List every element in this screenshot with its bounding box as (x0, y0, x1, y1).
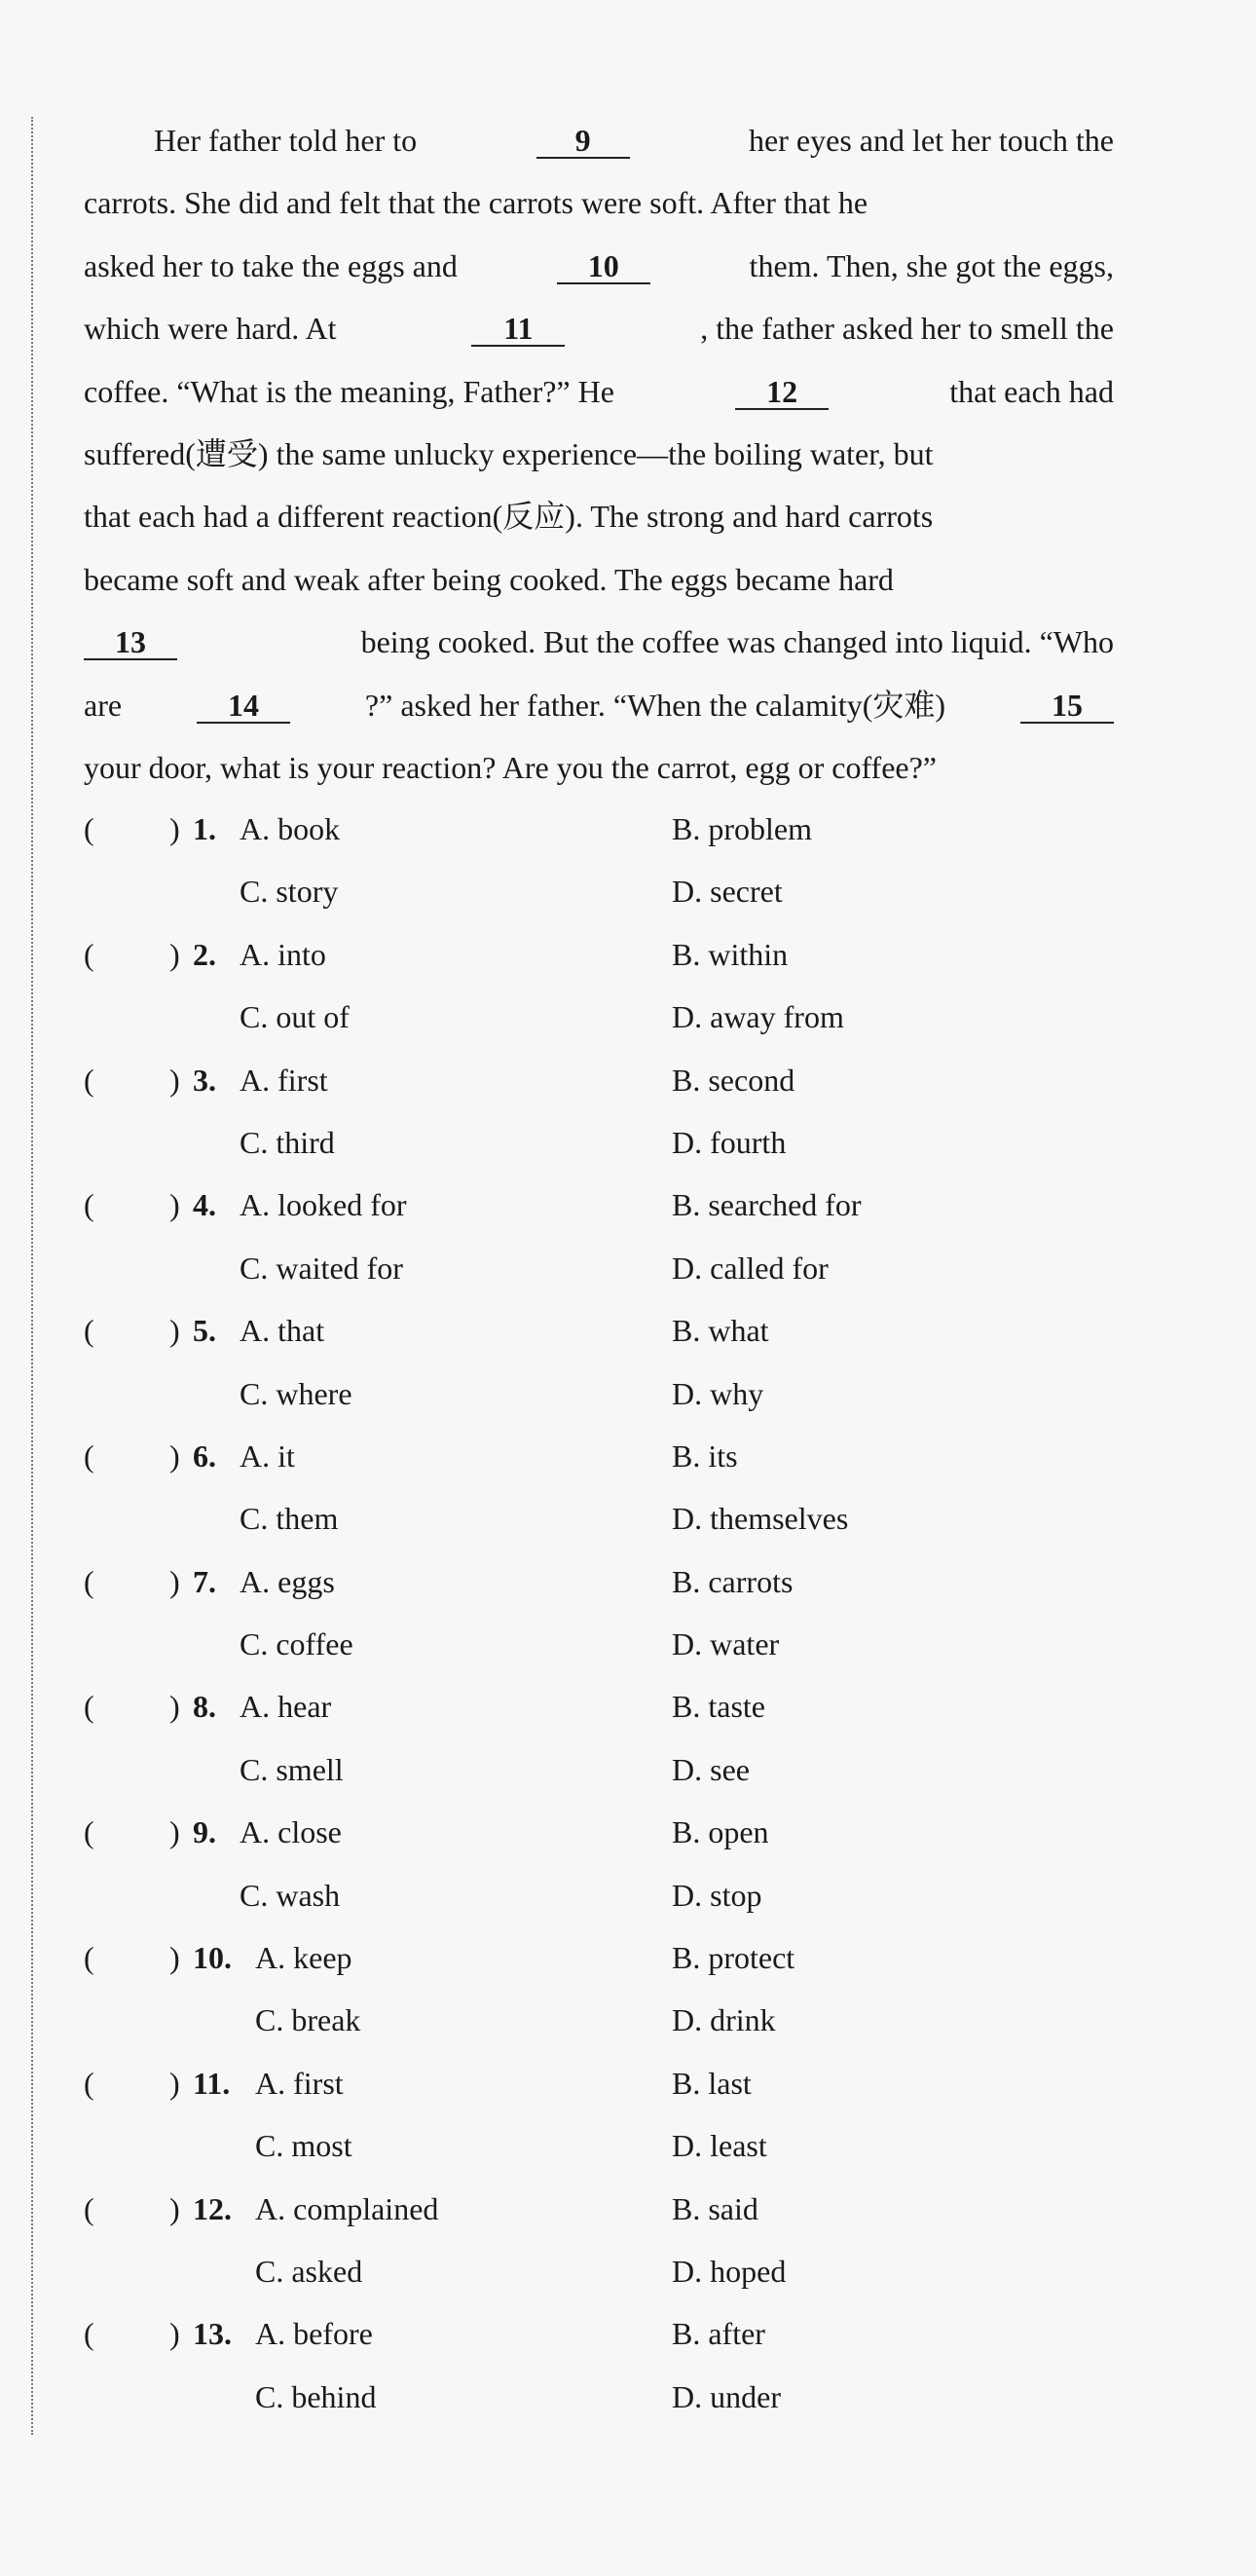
option-c[interactable]: C. most (255, 2128, 352, 2164)
question-row (84, 1237, 1155, 1299)
option-b[interactable]: B. searched for (672, 1187, 862, 1223)
answer-paren-open[interactable]: ( (84, 1814, 94, 1850)
answer-paren-close: ) (169, 1062, 180, 1098)
answer-paren-open[interactable]: ( (84, 1563, 94, 1599)
option-d[interactable]: D. under (672, 2378, 781, 2414)
answer-paren-close: ) (169, 811, 180, 846)
answer-paren-close: ) (169, 1437, 180, 1474)
option-d[interactable]: D. themselves (672, 1501, 849, 1537)
option-b[interactable]: B. said (672, 2190, 758, 2226)
answer-paren-close: ) (169, 1814, 180, 1850)
answer-paren-close: ) (169, 936, 180, 972)
option-a[interactable]: A. before (255, 2316, 373, 2352)
option-d[interactable]: D. hoped (672, 2253, 787, 2289)
option-c[interactable]: C. break (255, 2002, 361, 2038)
passage-line (84, 360, 1114, 423)
passage-text: them. Then, she got the eggs, (749, 247, 1114, 283)
question-row (84, 1613, 1155, 1675)
option-b[interactable]: B. open (672, 1814, 769, 1850)
passage-text: became soft and weak after being cooked. The eggs became hard (84, 561, 894, 597)
passage-text: ?” asked her father. “When the calamity(灾难) (364, 687, 946, 723)
question-number: 3. (193, 1062, 216, 1098)
passage-text: being cooked. But the coffee was changed into liquid. “Who (360, 624, 1114, 660)
option-b[interactable]: B. last (672, 2065, 752, 2101)
question-row (84, 1049, 1155, 1111)
answer-paren-close: ) (169, 1689, 180, 1725)
question-number: 10. (193, 1940, 232, 1976)
passage-line (84, 674, 1114, 736)
option-a[interactable]: A. first (255, 2065, 344, 2101)
option-b[interactable]: B. protect (672, 1940, 795, 1976)
passage-text: asked her to take the eggs and (84, 247, 458, 283)
blank-9[interactable]: 9 (536, 124, 630, 159)
question-row (84, 1926, 1155, 1989)
passage-line (84, 109, 1114, 171)
question-number: 6. (193, 1437, 216, 1474)
question-row (84, 1675, 1155, 1737)
option-a[interactable]: A. keep (255, 1940, 352, 1976)
option-b[interactable]: B. taste (672, 1689, 765, 1725)
answer-paren-close: ) (169, 2065, 180, 2101)
passage-text: , the father asked her to smell the (700, 311, 1114, 347)
blank-10[interactable]: 10 (557, 249, 650, 284)
option-d[interactable]: D. away from (672, 999, 844, 1035)
answer-paren-open[interactable]: ( (84, 936, 94, 972)
answer-paren-close: ) (169, 1563, 180, 1599)
question-row (84, 1738, 1155, 1801)
blank-13[interactable]: 13 (84, 625, 177, 660)
option-b[interactable]: B. within (672, 936, 789, 972)
question-number: 11. (193, 2065, 231, 2101)
question-number: 2. (193, 936, 216, 972)
blank-14[interactable]: 14 (197, 689, 290, 724)
option-b[interactable]: B. second (672, 1062, 795, 1098)
option-c[interactable]: C. third (240, 1124, 335, 1160)
passage-text: that each had a different reaction(反应). The strong and hard carrots (84, 499, 934, 535)
question-row (84, 986, 1155, 1048)
question-row (84, 2178, 1155, 2240)
passage-line (84, 423, 1114, 485)
option-a[interactable]: A. close (240, 1814, 342, 1850)
option-a[interactable]: A. book (240, 811, 341, 846)
passage-text: which were hard. At (84, 311, 337, 347)
question-number: 1. (193, 811, 216, 846)
passage-text: Her father told her to (154, 123, 418, 158)
passage-line (84, 171, 1114, 234)
question-row (84, 1801, 1155, 1863)
answer-paren-close: ) (169, 1940, 180, 1976)
question-row (84, 1363, 1155, 1425)
answer-paren-close: ) (169, 2316, 180, 2352)
question-row (84, 860, 1155, 922)
question-row (84, 2240, 1155, 2302)
option-a[interactable]: A. eggs (240, 1563, 335, 1599)
passage-text: her eyes and let her touch the (749, 123, 1114, 158)
question-number: 7. (193, 1563, 216, 1599)
option-d[interactable]: D. water (672, 1626, 780, 1662)
answer-paren-open[interactable]: ( (84, 2316, 94, 2352)
option-a[interactable]: A. into (240, 936, 326, 972)
option-d[interactable]: D. stop (672, 1877, 762, 1913)
option-b[interactable]: B. carrots (672, 1563, 794, 1599)
passage-line (84, 297, 1114, 359)
option-c[interactable]: C. where (240, 1375, 352, 1411)
option-a[interactable]: A. that (240, 1313, 325, 1349)
option-b[interactable]: B. what (672, 1313, 769, 1349)
question-number: 8. (193, 1689, 216, 1725)
option-d[interactable]: D. drink (672, 2002, 776, 2038)
question-number: 5. (193, 1313, 216, 1349)
option-c[interactable]: C. wash (240, 1877, 341, 1913)
passage-line (84, 235, 1114, 297)
passage-text: your door, what is your reaction? Are you the carrot, egg or coffee?” (84, 749, 937, 785)
passage-text: suffered(遭受) the same unlucky experience—the boiling water, but (84, 435, 934, 471)
passage-text: are (84, 687, 123, 723)
passage-text: carrots. She did and felt that the carrots were soft. After that he (84, 185, 868, 221)
option-c[interactable]: C. story (240, 874, 339, 910)
option-b[interactable]: B. problem (672, 811, 812, 846)
question-number: 4. (193, 1187, 216, 1223)
option-d[interactable]: D. why (672, 1375, 764, 1411)
option-d[interactable]: D. secret (672, 874, 783, 910)
option-d[interactable]: D. least (672, 2128, 767, 2164)
passage-text: coffee. “What is the meaning, Father?” He (84, 373, 614, 409)
question-row (84, 1864, 1155, 1926)
question-row (84, 2302, 1155, 2365)
option-a[interactable]: A. it (240, 1437, 295, 1474)
blank-12[interactable]: 12 (735, 375, 829, 410)
answer-paren-open[interactable]: ( (84, 811, 94, 846)
option-c[interactable]: C. out of (240, 999, 350, 1035)
option-d[interactable]: D. fourth (672, 1124, 787, 1160)
option-c[interactable]: C. coffee (240, 1626, 353, 1662)
question-row (84, 1989, 1155, 2051)
question-list (84, 798, 1155, 2428)
option-a[interactable]: A. complained (255, 2190, 439, 2226)
answer-paren-open[interactable]: ( (84, 1437, 94, 1474)
question-row (84, 1174, 1155, 1236)
option-c[interactable]: C. asked (255, 2253, 363, 2289)
question-row (84, 2052, 1155, 2114)
option-a[interactable]: A. hear (240, 1689, 332, 1725)
question-row (84, 1111, 1155, 1174)
question-row (84, 1550, 1155, 1613)
option-b[interactable]: B. its (672, 1437, 738, 1474)
option-b[interactable]: B. after (672, 2316, 765, 2352)
option-c[interactable]: C. them (240, 1501, 339, 1537)
answer-paren-open[interactable]: ( (84, 1187, 94, 1223)
blank-11[interactable]: 11 (471, 312, 565, 347)
question-row (84, 923, 1155, 986)
question-row (84, 1487, 1155, 1549)
option-d[interactable]: D. see (672, 1751, 750, 1787)
passage-text: that each had (949, 373, 1114, 409)
answer-paren-close: ) (169, 1187, 180, 1223)
blank-15[interactable]: 15 (1020, 689, 1114, 724)
question-number: 12. (193, 2190, 232, 2226)
question-row (84, 2114, 1155, 2177)
answer-paren-open[interactable]: ( (84, 1062, 94, 1098)
answer-paren-open[interactable]: ( (84, 1940, 94, 1976)
cloze-passage (84, 109, 1114, 799)
question-row (84, 1425, 1155, 1487)
passage-line (84, 548, 1114, 611)
question-number: 13. (193, 2316, 232, 2352)
question-row (84, 2366, 1155, 2428)
option-a[interactable]: A. first (240, 1062, 328, 1098)
passage-line (84, 611, 1114, 673)
option-d[interactable]: D. called for (672, 1250, 829, 1286)
option-a[interactable]: A. looked for (240, 1187, 407, 1223)
binding-margin-line (31, 117, 33, 2435)
answer-paren-open[interactable]: ( (84, 1689, 94, 1725)
answer-paren-open[interactable]: ( (84, 2065, 94, 2101)
passage-line (84, 736, 1114, 799)
answer-paren-close: ) (169, 2190, 180, 2226)
passage-line (84, 485, 1114, 547)
option-c[interactable]: C. waited for (240, 1250, 403, 1286)
answer-paren-open[interactable]: ( (84, 1313, 94, 1349)
option-c[interactable]: C. smell (240, 1751, 344, 1787)
question-number: 9. (193, 1814, 216, 1850)
answer-paren-open[interactable]: ( (84, 2190, 94, 2226)
answer-paren-close: ) (169, 1313, 180, 1349)
question-row (84, 798, 1155, 860)
question-row (84, 1299, 1155, 1362)
option-c[interactable]: C. behind (255, 2378, 377, 2414)
